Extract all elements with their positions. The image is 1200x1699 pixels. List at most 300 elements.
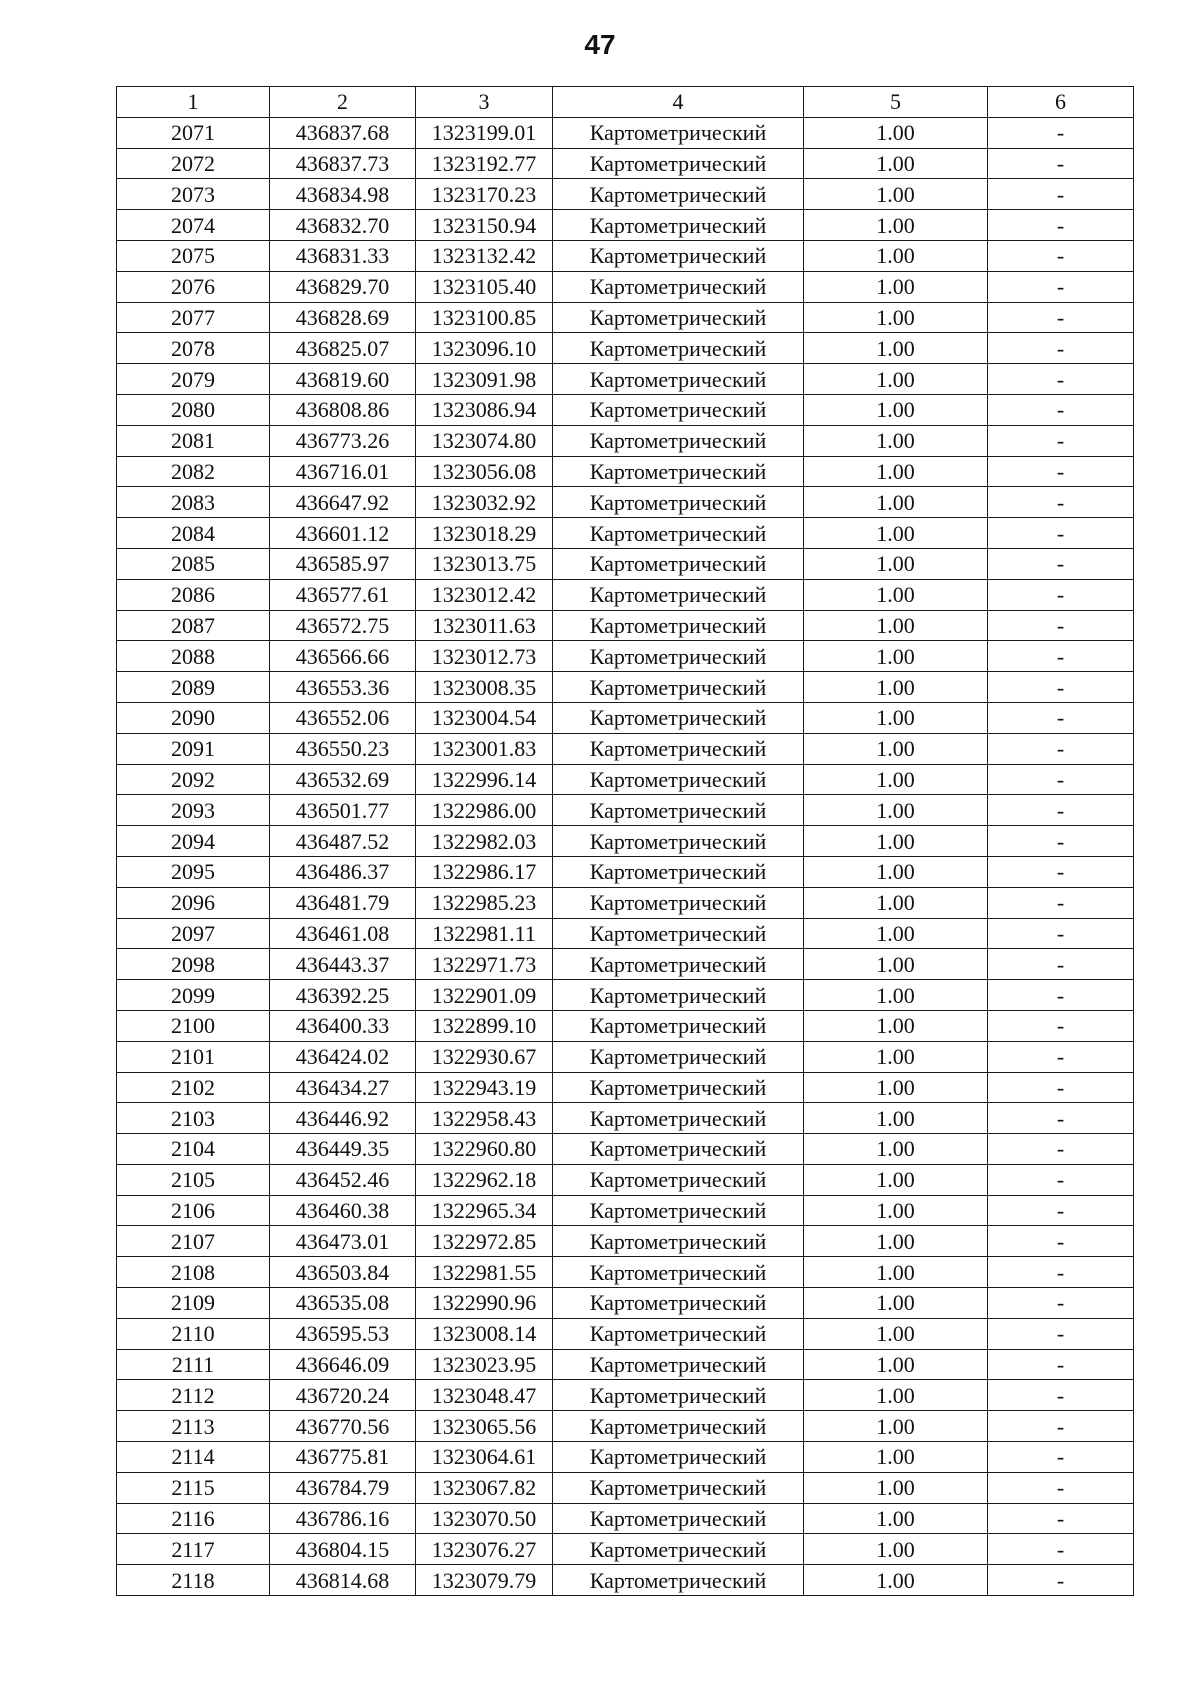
- note-cell: -: [988, 1103, 1134, 1134]
- x-coordinate-cell: 436501.77: [270, 795, 416, 826]
- note-cell: -: [988, 302, 1134, 333]
- y-coordinate-cell: 1323048.47: [416, 1380, 553, 1411]
- x-coordinate-cell: 436481.79: [270, 887, 416, 918]
- y-coordinate-cell: 1323091.98: [416, 364, 553, 395]
- table-row: [117, 1041, 1134, 1072]
- y-coordinate-cell: 1323086.94: [416, 394, 553, 425]
- note-cell: -: [988, 579, 1134, 610]
- y-coordinate-cell: 1323004.54: [416, 702, 553, 733]
- note-cell: -: [988, 1565, 1134, 1596]
- method-cell: Картометрический: [553, 1503, 804, 1534]
- method-cell: Картометрический: [553, 887, 804, 918]
- accuracy-cell: 1.00: [804, 456, 988, 487]
- table-row: [117, 1442, 1134, 1473]
- y-coordinate-cell: 1322981.55: [416, 1257, 553, 1288]
- point-number-cell: 2115: [117, 1472, 270, 1503]
- note-cell: -: [988, 179, 1134, 210]
- note-cell: -: [988, 148, 1134, 179]
- accuracy-cell: 1.00: [804, 980, 988, 1011]
- y-coordinate-cell: 1322958.43: [416, 1103, 553, 1134]
- x-coordinate-cell: 436535.08: [270, 1288, 416, 1319]
- method-cell: Картометрический: [553, 1010, 804, 1041]
- x-coordinate-cell: 436595.53: [270, 1318, 416, 1349]
- note-cell: -: [988, 918, 1134, 949]
- table-row: [117, 271, 1134, 302]
- accuracy-cell: 1.00: [804, 579, 988, 610]
- x-coordinate-cell: 436461.08: [270, 918, 416, 949]
- accuracy-cell: 1.00: [804, 672, 988, 703]
- note-cell: -: [988, 518, 1134, 549]
- point-number-cell: 2081: [117, 425, 270, 456]
- x-coordinate-cell: 436392.25: [270, 980, 416, 1011]
- table-row: [117, 610, 1134, 641]
- point-number-cell: 2104: [117, 1134, 270, 1165]
- note-cell: -: [988, 672, 1134, 703]
- table-row: [117, 117, 1134, 148]
- accuracy-cell: 1.00: [804, 1103, 988, 1134]
- table-row: [117, 1318, 1134, 1349]
- point-number-cell: 2108: [117, 1257, 270, 1288]
- y-coordinate-cell: 1323070.50: [416, 1503, 553, 1534]
- column-header: 5: [804, 87, 988, 118]
- y-coordinate-cell: 1323199.01: [416, 117, 553, 148]
- table-row: [117, 179, 1134, 210]
- accuracy-cell: 1.00: [804, 1565, 988, 1596]
- accuracy-cell: 1.00: [804, 548, 988, 579]
- note-cell: -: [988, 117, 1134, 148]
- method-cell: Картометрический: [553, 271, 804, 302]
- y-coordinate-cell: 1323079.79: [416, 1565, 553, 1596]
- point-number-cell: 2089: [117, 672, 270, 703]
- accuracy-cell: 1.00: [804, 610, 988, 641]
- table-row: [117, 887, 1134, 918]
- x-coordinate-cell: 436503.84: [270, 1257, 416, 1288]
- method-cell: Картометрический: [553, 425, 804, 456]
- method-cell: Картометрический: [553, 1565, 804, 1596]
- accuracy-cell: 1.00: [804, 1072, 988, 1103]
- y-coordinate-cell: 1322965.34: [416, 1195, 553, 1226]
- x-coordinate-cell: 436720.24: [270, 1380, 416, 1411]
- accuracy-cell: 1.00: [804, 1134, 988, 1165]
- accuracy-cell: 1.00: [804, 210, 988, 241]
- accuracy-cell: 1.00: [804, 949, 988, 980]
- column-header: 6: [988, 87, 1134, 118]
- note-cell: -: [988, 394, 1134, 425]
- table-row: [117, 856, 1134, 887]
- y-coordinate-cell: 1323056.08: [416, 456, 553, 487]
- note-cell: -: [988, 641, 1134, 672]
- point-number-cell: 2112: [117, 1380, 270, 1411]
- accuracy-cell: 1.00: [804, 271, 988, 302]
- table-row: [117, 949, 1134, 980]
- point-number-cell: 2074: [117, 210, 270, 241]
- accuracy-cell: 1.00: [804, 1472, 988, 1503]
- point-number-cell: 2103: [117, 1103, 270, 1134]
- table-body: [117, 87, 1134, 1596]
- x-coordinate-cell: 436487.52: [270, 826, 416, 857]
- note-cell: -: [988, 425, 1134, 456]
- accuracy-cell: 1.00: [804, 795, 988, 826]
- table-row: [117, 1257, 1134, 1288]
- point-number-cell: 2109: [117, 1288, 270, 1319]
- note-cell: -: [988, 1411, 1134, 1442]
- y-coordinate-cell: 1322986.00: [416, 795, 553, 826]
- y-coordinate-cell: 1323001.83: [416, 733, 553, 764]
- method-cell: Картометрический: [553, 641, 804, 672]
- column-header: 2: [270, 87, 416, 118]
- x-coordinate-cell: 436434.27: [270, 1072, 416, 1103]
- method-cell: Картометрический: [553, 1534, 804, 1565]
- y-coordinate-cell: 1323100.85: [416, 302, 553, 333]
- note-cell: -: [988, 733, 1134, 764]
- point-number-cell: 2106: [117, 1195, 270, 1226]
- table-row: [117, 1503, 1134, 1534]
- x-coordinate-cell: 436716.01: [270, 456, 416, 487]
- note-cell: -: [988, 1134, 1134, 1165]
- x-coordinate-cell: 436770.56: [270, 1411, 416, 1442]
- x-coordinate-cell: 436804.15: [270, 1534, 416, 1565]
- accuracy-cell: 1.00: [804, 1010, 988, 1041]
- accuracy-cell: 1.00: [804, 364, 988, 395]
- table-row: [117, 1534, 1134, 1565]
- x-coordinate-cell: 436808.86: [270, 394, 416, 425]
- column-header: 3: [416, 87, 553, 118]
- table-row: [117, 240, 1134, 271]
- table-row: [117, 394, 1134, 425]
- point-number-cell: 2083: [117, 487, 270, 518]
- note-cell: -: [988, 826, 1134, 857]
- x-coordinate-cell: 436784.79: [270, 1472, 416, 1503]
- y-coordinate-cell: 1323067.82: [416, 1472, 553, 1503]
- method-cell: Картометрический: [553, 1257, 804, 1288]
- accuracy-cell: 1.00: [804, 826, 988, 857]
- note-cell: -: [988, 1380, 1134, 1411]
- method-cell: Картометрический: [553, 117, 804, 148]
- x-coordinate-cell: 436446.92: [270, 1103, 416, 1134]
- y-coordinate-cell: 1323011.63: [416, 610, 553, 641]
- table-row: [117, 548, 1134, 579]
- method-cell: Картометрический: [553, 795, 804, 826]
- accuracy-cell: 1.00: [804, 856, 988, 887]
- point-number-cell: 2099: [117, 980, 270, 1011]
- point-number-cell: 2084: [117, 518, 270, 549]
- point-number-cell: 2107: [117, 1226, 270, 1257]
- point-number-cell: 2095: [117, 856, 270, 887]
- table-row: [117, 148, 1134, 179]
- method-cell: Картометрический: [553, 240, 804, 271]
- x-coordinate-cell: 436832.70: [270, 210, 416, 241]
- point-number-cell: 2087: [117, 610, 270, 641]
- note-cell: -: [988, 333, 1134, 364]
- method-cell: Картометрический: [553, 548, 804, 579]
- x-coordinate-cell: 436831.33: [270, 240, 416, 271]
- method-cell: Картометрический: [553, 1134, 804, 1165]
- method-cell: Картометрический: [553, 702, 804, 733]
- method-cell: Картометрический: [553, 394, 804, 425]
- x-coordinate-cell: 436837.68: [270, 117, 416, 148]
- x-coordinate-cell: 436837.73: [270, 148, 416, 179]
- table-row: [117, 364, 1134, 395]
- method-cell: Картометрический: [553, 1349, 804, 1380]
- table-row: [117, 1288, 1134, 1319]
- method-cell: Картометрический: [553, 918, 804, 949]
- note-cell: -: [988, 240, 1134, 271]
- coordinates-table: [116, 86, 1134, 1596]
- accuracy-cell: 1.00: [804, 1041, 988, 1072]
- method-cell: Картометрический: [553, 333, 804, 364]
- method-cell: Картометрический: [553, 148, 804, 179]
- y-coordinate-cell: 1323032.92: [416, 487, 553, 518]
- note-cell: -: [988, 1472, 1134, 1503]
- method-cell: Картометрический: [553, 1103, 804, 1134]
- method-cell: Картометрический: [553, 856, 804, 887]
- y-coordinate-cell: 1323012.73: [416, 641, 553, 672]
- y-coordinate-cell: 1323065.56: [416, 1411, 553, 1442]
- note-cell: -: [988, 1349, 1134, 1380]
- method-cell: Картометрический: [553, 1318, 804, 1349]
- note-cell: -: [988, 1534, 1134, 1565]
- point-number-cell: 2111: [117, 1349, 270, 1380]
- y-coordinate-cell: 1323105.40: [416, 271, 553, 302]
- method-cell: Картометрический: [553, 610, 804, 641]
- column-header: 1: [117, 87, 270, 118]
- x-coordinate-cell: 436647.92: [270, 487, 416, 518]
- accuracy-cell: 1.00: [804, 1442, 988, 1473]
- x-coordinate-cell: 436553.36: [270, 672, 416, 703]
- y-coordinate-cell: 1323023.95: [416, 1349, 553, 1380]
- table-row: [117, 210, 1134, 241]
- accuracy-cell: 1.00: [804, 179, 988, 210]
- table-row: [117, 764, 1134, 795]
- y-coordinate-cell: 1323096.10: [416, 333, 553, 364]
- accuracy-cell: 1.00: [804, 1226, 988, 1257]
- point-number-cell: 2097: [117, 918, 270, 949]
- x-coordinate-cell: 436834.98: [270, 179, 416, 210]
- table-row: [117, 795, 1134, 826]
- note-cell: -: [988, 1318, 1134, 1349]
- method-cell: Картометрический: [553, 579, 804, 610]
- x-coordinate-cell: 436601.12: [270, 518, 416, 549]
- y-coordinate-cell: 1323192.77: [416, 148, 553, 179]
- method-cell: Картометрический: [553, 456, 804, 487]
- method-cell: Картометрический: [553, 302, 804, 333]
- y-coordinate-cell: 1322972.85: [416, 1226, 553, 1257]
- note-cell: -: [988, 1041, 1134, 1072]
- x-coordinate-cell: 436828.69: [270, 302, 416, 333]
- method-cell: Картометрический: [553, 1041, 804, 1072]
- table-row: [117, 702, 1134, 733]
- y-coordinate-cell: 1322943.19: [416, 1072, 553, 1103]
- accuracy-cell: 1.00: [804, 702, 988, 733]
- method-cell: Картометрический: [553, 1288, 804, 1319]
- accuracy-cell: 1.00: [804, 333, 988, 364]
- y-coordinate-cell: 1323008.35: [416, 672, 553, 703]
- point-number-cell: 2086: [117, 579, 270, 610]
- table-row: [117, 1134, 1134, 1165]
- point-number-cell: 2073: [117, 179, 270, 210]
- point-number-cell: 2114: [117, 1442, 270, 1473]
- point-number-cell: 2072: [117, 148, 270, 179]
- point-number-cell: 2076: [117, 271, 270, 302]
- table-row: [117, 641, 1134, 672]
- y-coordinate-cell: 1323074.80: [416, 425, 553, 456]
- x-coordinate-cell: 436566.66: [270, 641, 416, 672]
- note-cell: -: [988, 487, 1134, 518]
- note-cell: -: [988, 702, 1134, 733]
- method-cell: Картометрический: [553, 364, 804, 395]
- y-coordinate-cell: 1323008.14: [416, 1318, 553, 1349]
- point-number-cell: 2093: [117, 795, 270, 826]
- point-number-cell: 2117: [117, 1534, 270, 1565]
- method-cell: Картометрический: [553, 949, 804, 980]
- point-number-cell: 2085: [117, 548, 270, 579]
- x-coordinate-cell: 436825.07: [270, 333, 416, 364]
- table-row: [117, 425, 1134, 456]
- note-cell: -: [988, 456, 1134, 487]
- y-coordinate-cell: 1323150.94: [416, 210, 553, 241]
- y-coordinate-cell: 1322899.10: [416, 1010, 553, 1041]
- table-row: [117, 579, 1134, 610]
- accuracy-cell: 1.00: [804, 764, 988, 795]
- header-row: [117, 87, 1134, 118]
- point-number-cell: 2090: [117, 702, 270, 733]
- point-number-cell: 2110: [117, 1318, 270, 1349]
- table-row: [117, 1411, 1134, 1442]
- accuracy-cell: 1.00: [804, 1349, 988, 1380]
- point-number-cell: 2101: [117, 1041, 270, 1072]
- note-cell: -: [988, 364, 1134, 395]
- x-coordinate-cell: 436460.38: [270, 1195, 416, 1226]
- x-coordinate-cell: 436400.33: [270, 1010, 416, 1041]
- x-coordinate-cell: 436585.97: [270, 548, 416, 579]
- accuracy-cell: 1.00: [804, 733, 988, 764]
- note-cell: -: [988, 1195, 1134, 1226]
- point-number-cell: 2088: [117, 641, 270, 672]
- x-coordinate-cell: 436552.06: [270, 702, 416, 733]
- method-cell: Картометрический: [553, 764, 804, 795]
- point-number-cell: 2116: [117, 1503, 270, 1534]
- note-cell: -: [988, 887, 1134, 918]
- method-cell: Картометрический: [553, 179, 804, 210]
- accuracy-cell: 1.00: [804, 887, 988, 918]
- accuracy-cell: 1.00: [804, 394, 988, 425]
- y-coordinate-cell: 1323064.61: [416, 1442, 553, 1473]
- method-cell: Картометрический: [553, 980, 804, 1011]
- method-cell: Картометрический: [553, 672, 804, 703]
- y-coordinate-cell: 1323012.42: [416, 579, 553, 610]
- note-cell: -: [988, 1072, 1134, 1103]
- point-number-cell: 2077: [117, 302, 270, 333]
- x-coordinate-cell: 436449.35: [270, 1134, 416, 1165]
- note-cell: -: [988, 949, 1134, 980]
- point-number-cell: 2100: [117, 1010, 270, 1041]
- x-coordinate-cell: 436424.02: [270, 1041, 416, 1072]
- y-coordinate-cell: 1322960.80: [416, 1134, 553, 1165]
- accuracy-cell: 1.00: [804, 117, 988, 148]
- accuracy-cell: 1.00: [804, 425, 988, 456]
- table-row: [117, 487, 1134, 518]
- accuracy-cell: 1.00: [804, 1411, 988, 1442]
- point-number-cell: 2071: [117, 117, 270, 148]
- point-number-cell: 2075: [117, 240, 270, 271]
- table-row: [117, 1349, 1134, 1380]
- x-coordinate-cell: 436572.75: [270, 610, 416, 641]
- x-coordinate-cell: 436819.60: [270, 364, 416, 395]
- column-header: 4: [553, 87, 804, 118]
- accuracy-cell: 1.00: [804, 918, 988, 949]
- point-number-cell: 2080: [117, 394, 270, 425]
- accuracy-cell: 1.00: [804, 240, 988, 271]
- note-cell: -: [988, 210, 1134, 241]
- x-coordinate-cell: 436829.70: [270, 271, 416, 302]
- table-row: [117, 333, 1134, 364]
- point-number-cell: 2091: [117, 733, 270, 764]
- method-cell: Картометрический: [553, 1411, 804, 1442]
- table-row: [117, 1164, 1134, 1195]
- accuracy-cell: 1.00: [804, 302, 988, 333]
- point-number-cell: 2092: [117, 764, 270, 795]
- y-coordinate-cell: 1322986.17: [416, 856, 553, 887]
- table-row: [117, 1472, 1134, 1503]
- method-cell: Картометрический: [553, 1164, 804, 1195]
- point-number-cell: 2113: [117, 1411, 270, 1442]
- x-coordinate-cell: 436550.23: [270, 733, 416, 764]
- method-cell: Картометрический: [553, 1072, 804, 1103]
- method-cell: Картометрический: [553, 826, 804, 857]
- x-coordinate-cell: 436577.61: [270, 579, 416, 610]
- note-cell: -: [988, 764, 1134, 795]
- table-row: [117, 1103, 1134, 1134]
- x-coordinate-cell: 436775.81: [270, 1442, 416, 1473]
- x-coordinate-cell: 436443.37: [270, 949, 416, 980]
- table-row: [117, 733, 1134, 764]
- point-number-cell: 2096: [117, 887, 270, 918]
- table-row: [117, 302, 1134, 333]
- method-cell: Картометрический: [553, 1226, 804, 1257]
- y-coordinate-cell: 1323013.75: [416, 548, 553, 579]
- note-cell: -: [988, 271, 1134, 302]
- note-cell: -: [988, 1442, 1134, 1473]
- accuracy-cell: 1.00: [804, 1380, 988, 1411]
- note-cell: -: [988, 1226, 1134, 1257]
- method-cell: Картометрический: [553, 1195, 804, 1226]
- point-number-cell: 2105: [117, 1164, 270, 1195]
- x-coordinate-cell: 436646.09: [270, 1349, 416, 1380]
- y-coordinate-cell: 1323170.23: [416, 179, 553, 210]
- y-coordinate-cell: 1323132.42: [416, 240, 553, 271]
- table-row: [117, 1010, 1134, 1041]
- note-cell: -: [988, 795, 1134, 826]
- table-row: [117, 1226, 1134, 1257]
- note-cell: -: [988, 1257, 1134, 1288]
- table-row: [117, 826, 1134, 857]
- note-cell: -: [988, 1010, 1134, 1041]
- accuracy-cell: 1.00: [804, 487, 988, 518]
- point-number-cell: 2094: [117, 826, 270, 857]
- table-row: [117, 1565, 1134, 1596]
- y-coordinate-cell: 1322901.09: [416, 980, 553, 1011]
- point-number-cell: 2079: [117, 364, 270, 395]
- y-coordinate-cell: 1322996.14: [416, 764, 553, 795]
- table-row: [117, 1072, 1134, 1103]
- accuracy-cell: 1.00: [804, 1503, 988, 1534]
- table-row: [117, 1380, 1134, 1411]
- y-coordinate-cell: 1323076.27: [416, 1534, 553, 1565]
- point-number-cell: 2118: [117, 1565, 270, 1596]
- point-number-cell: 2078: [117, 333, 270, 364]
- accuracy-cell: 1.00: [804, 1288, 988, 1319]
- table-row: [117, 518, 1134, 549]
